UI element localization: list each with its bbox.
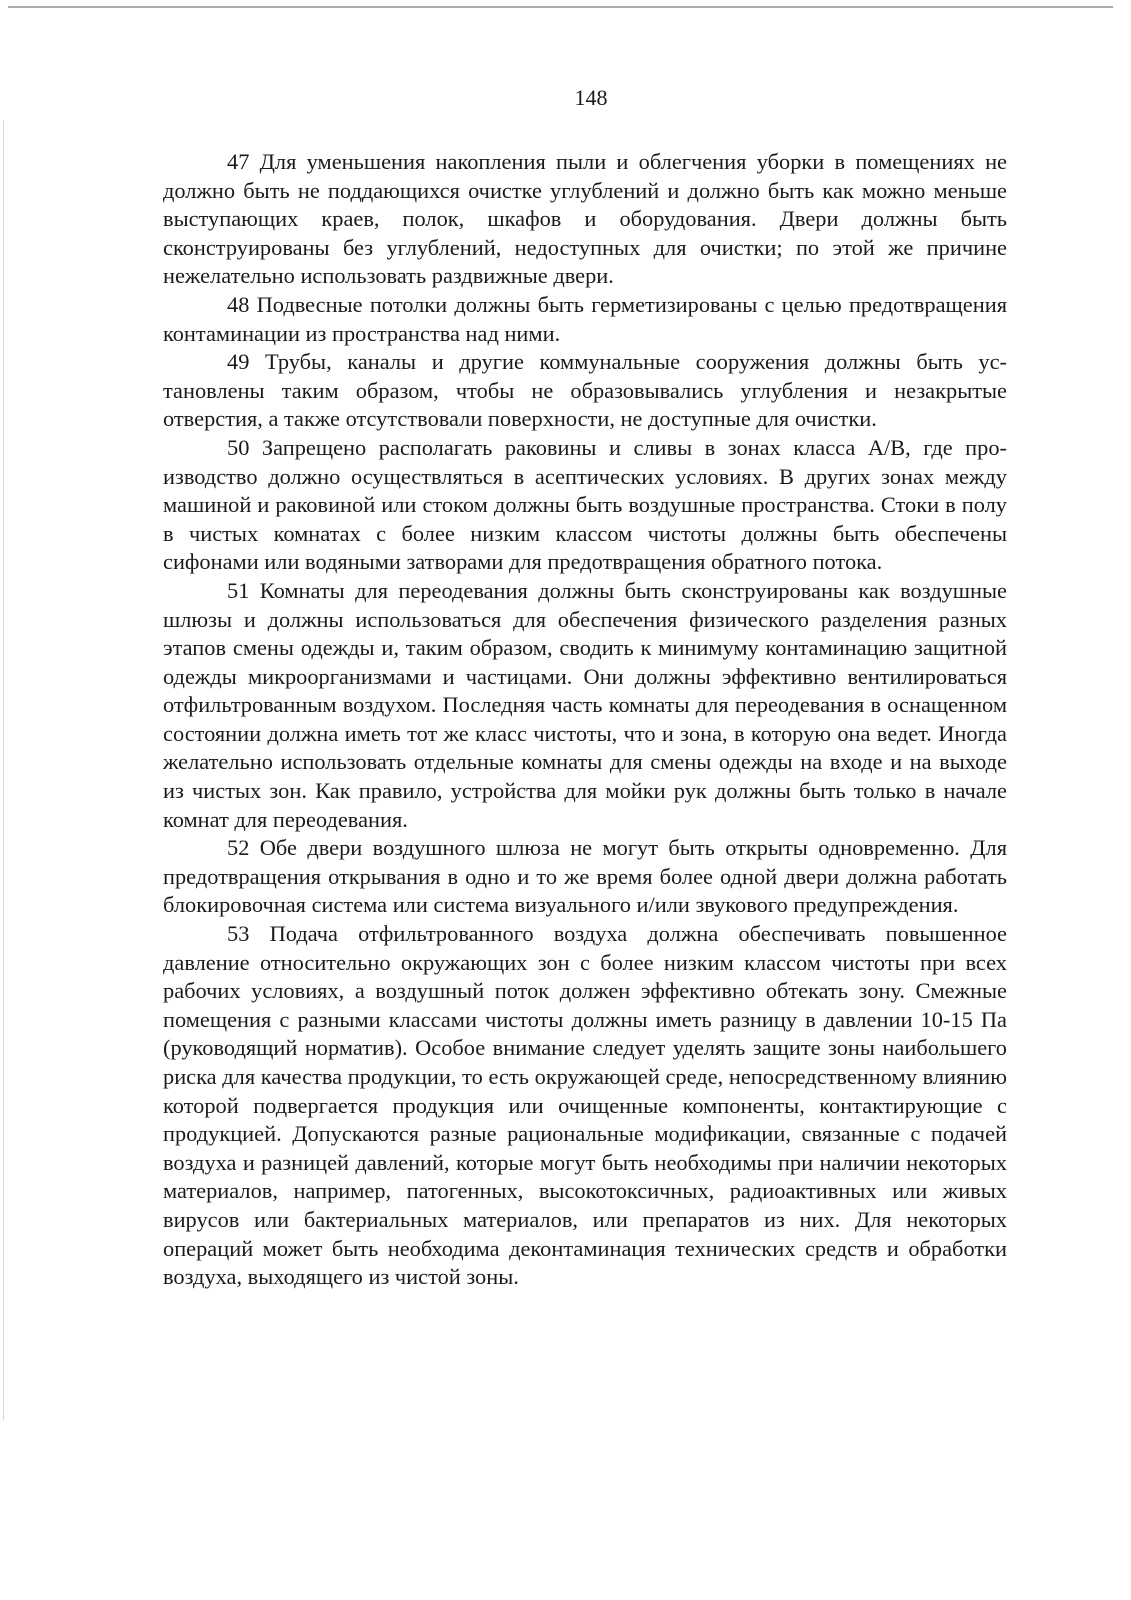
paragraph-52: 52 Обе двери воздушного шлюза не могут быть открыты одновременно. Для предотвращения открывания в одно и то же время более одной двери должна работать блокировочная система или система визуального и/или звукового предупреждения. bbox=[163, 835, 1007, 918]
paragraph-53: 53 Подача отфильтрованного воздуха должна обеспечивать повышенное давление относительно окружающих зон с более низким классом чистоты при всех рабочих условиях, а воздушный поток должен эффективно обтекать зону. Смежные помещения с разными классами чистоты должны иметь разницу в давлении 10-15 Па (руководящий норматив). Особое внимание следует уделять защите зоны наибольшего риска для качества продукции, то есть окружающей среде, непосредственному влиянию которой подвергается продукция или очищенные компоненты, контактирующие с продукцией. Допускаются разные рациональные модификации, связанные с подачей воздуха и разницей давлений, которые могут быть необходимы при наличии некоторых материалов, например, патогенных, высокотоксичных, радиоактивных или живых вирусов или бактериальных материалов, или препаратов из них. Для некоторых операций может быть необходима деконтаминация технических средств и обработки воздуха, выходящего из чистой зоны. bbox=[163, 921, 1007, 1290]
paragraph-50: 50 Запрещено располагать раковины и сливы в зонах класса А/В, где производство должно осуществляться в асептических условиях. В других зонах между машиной и раковиной или стоком должны быть воздушные пространства. Стоки в полу в чистых комнатах с более низким классом чистоты должны быть обеспечены сифонами или водяными затворами для предотвращения обратного потока. bbox=[163, 434, 1007, 575]
scan-edge-shadow bbox=[3, 120, 4, 1420]
page-number: 148 bbox=[574, 85, 608, 110]
paragraph-47: 47 Для уменьшения накопления пыли и облегчения уборки в помещениях не должно быть не поддающихся очистке углублений и должно быть как можно меньше выступающих краев, полок, шкафов и оборудования. Двери должны быть сконструированы без углублений, недоступных для очистки; по этой же причине нежелательно использовать раздвижные двери. bbox=[163, 149, 1007, 289]
document-page bbox=[163, 84, 1007, 1292]
paragraph-48: 48 Подвесные потолки должны быть герметизированы с целью предотвращения контаминации из пространства над ними. bbox=[163, 291, 1007, 346]
paragraph-49: 49 Трубы, каналы и другие коммунальные сооружения должны быть установлены таким образом, чтобы не образовывались углубления и незакрытые отверстия, а также отсутствовали поверхности, не доступные для очистки. bbox=[163, 349, 1007, 432]
paragraph-51: 51 Комнаты для переодевания должны быть сконструированы как воздушные шлюзы и должны использоваться для обеспечения физического разделения разных этапов смены одежды и, таким образом, сводить к минимуму контаминацию защитной одежды микроорганизмами и частицами. Они должны эффективно вентилироваться отфильтрованным воздухом. Последняя часть комнаты для переодевания в оснащенном состоянии должна иметь тот же класс чистоты, что и зона, в которую она ведет. Иногда желательно использовать отдельные комнаты для смены одежды на входе и на выходе из чистых зон. Как правило, устройства для мойки рук должны быть только в начале комнат для переодевания. bbox=[163, 577, 1007, 832]
scan-border-line bbox=[8, 6, 1113, 8]
